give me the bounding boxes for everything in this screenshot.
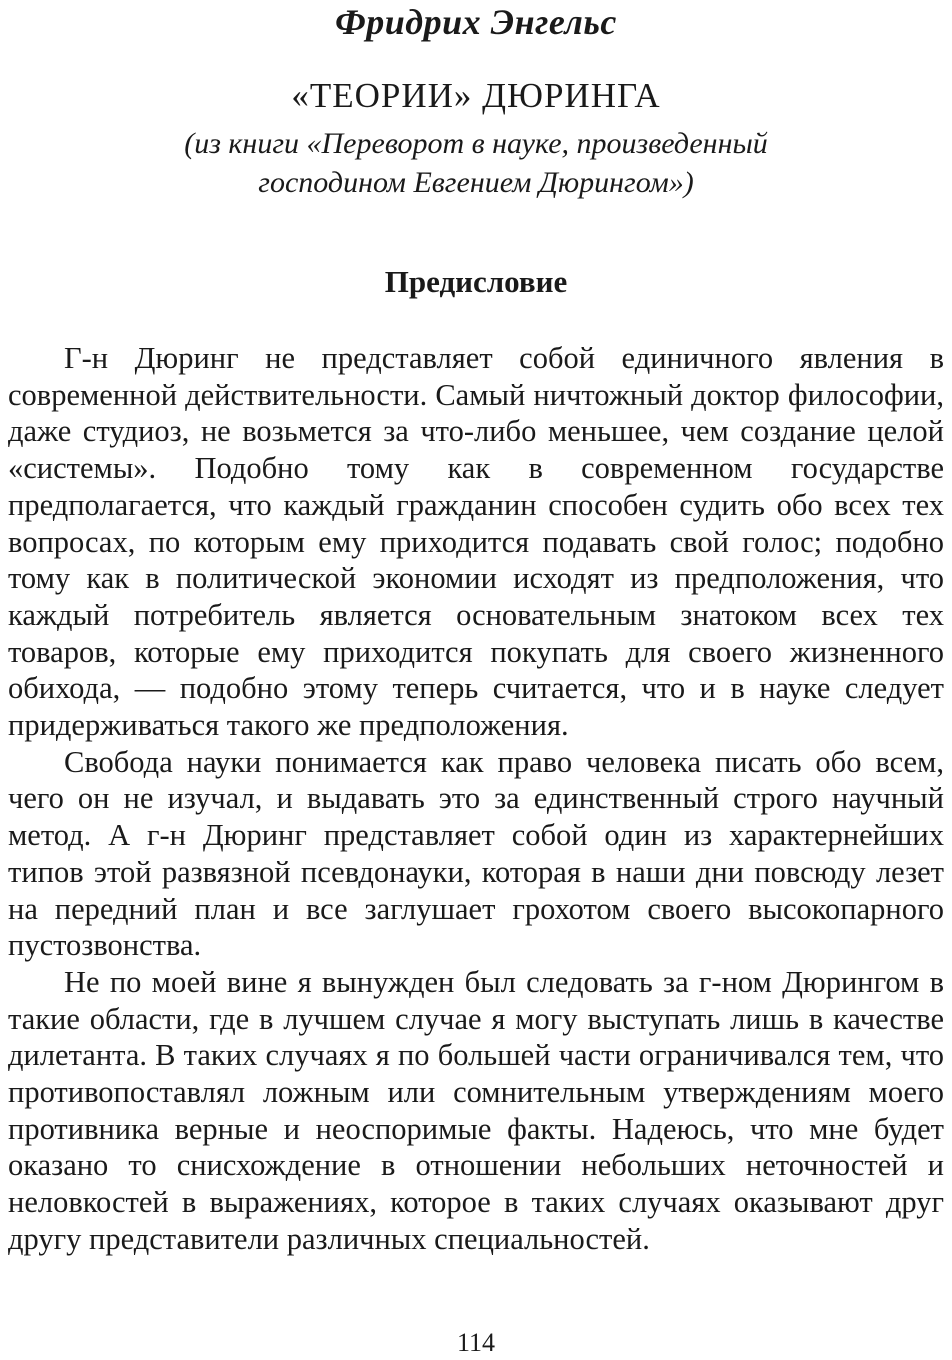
page-number: 114 <box>456 1328 496 1357</box>
chapter-subtitle <box>0 124 952 202</box>
chapter-title: «ТЕОРИИ» ДЮРИНГА <box>291 76 661 115</box>
body-text <box>8 340 944 1258</box>
subtitle-line-2: господином Евгением Дюрингом») <box>258 166 694 199</box>
subtitle-line-1: (из книги «Переворот в науке, произведенный <box>184 127 768 160</box>
author-name: Фридрих Энгельс <box>335 2 617 42</box>
paragraph-1: Г-н Дюринг не представляет собой единичного явления в современной действительности. Самый ничтожный доктор философии, даже студиоз, не возьмется за что-либо меньшее, чем создание целой «системы». Подобно тому как в современном государстве предполагается, что каждый гражданин способен судить обо всех тех вопросах, по которым ему приходится подавать свой голос; подобно тому как в политической экономии исходят из предположения, что каждый потребитель является основательным знатоком всех тех товаров, которые ему приходится покупать для своего жизненного обихода, — подобно этому теперь считается, что и в науке следует придерживаться такого же предположения. <box>8 341 944 743</box>
section-heading: Предисловие <box>384 264 568 299</box>
paragraph-3: Не по моей вине я вынужден был следовать за г-ном Дюрингом в такие области, где в лучшем случае я могу выступать лишь в качестве дилетанта. В таких случаях я по большей части ограничивался тем, что противопоставлял ложным или сомнительным утверждениям моего противника верные и неоспоримые факты. Надеюсь, что мне будет оказано то снисхождение в отношении небольших неточностей и неловкостей в выражениях, которое в таких случаях оказывают друг другу представители различных специальностей. <box>8 964 944 1256</box>
paragraph-2: Свобода науки понимается как право человека писать обо всем, чего он не изучал, и выдавать это за единственный строго научный метод. А г-н Дюринг представляет собой один из характернейших типов этой развязной псевдонауки, которая в наши дни повсюду лезет на передний план и все заглушает грохотом своего высокопарного пустозвонства. <box>8 744 944 963</box>
